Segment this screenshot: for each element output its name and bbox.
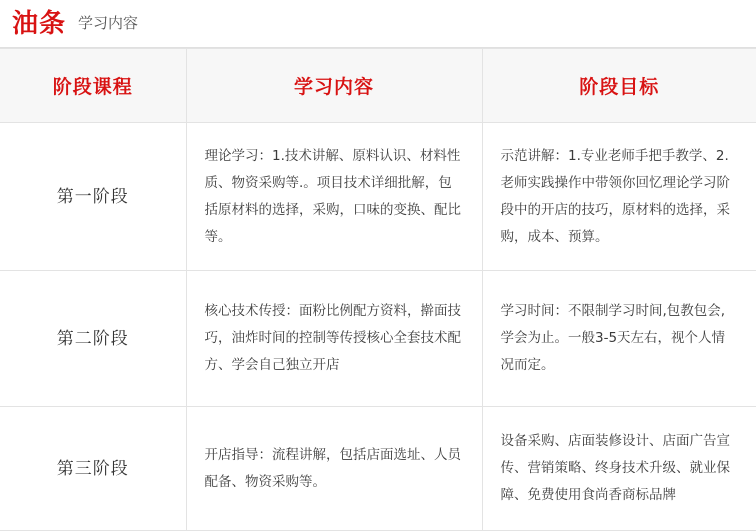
column-header-stage: 阶段课程: [0, 49, 186, 123]
cell-stage: 第二阶段: [0, 271, 186, 407]
course-table: [0, 48, 756, 531]
table-row: [0, 271, 756, 407]
cell-goal-text: 学习时间：不限制学习时间,包教包会,学会为止。一般3-5天左右，视个人情况而定。: [500, 303, 726, 373]
table-row: [0, 123, 756, 271]
cell-goal: [482, 407, 756, 531]
cell-goal: [482, 271, 756, 407]
cell-content-text: 理论学习：1.技术讲解、原料认识、材料性质、物资采购等.。项目技术详细批解，包括原材料的选择，采购，口味的变换、配比等。: [204, 147, 461, 245]
table-body: [0, 123, 756, 531]
brand-title: 油条: [12, 8, 67, 39]
cell-goal-text: 示范讲解：1.专业老师手把手教学、2.老师实践操作中带领你回忆理论学习阶段中的开店的技巧，原材料的选择，采购，成本、预算。: [500, 147, 730, 245]
cell-goal-text: 设备采购、店面装修设计、店面广告宣传、营销策略、终身技术升级、就业保障、免费使用食尚香商标品牌: [500, 433, 730, 503]
page-header: [0, 0, 756, 48]
cell-goal: [482, 123, 756, 271]
table-header-row: [0, 49, 756, 123]
table-header: [0, 49, 756, 123]
cell-stage: 第一阶段: [0, 123, 186, 271]
course-table-wrap: [0, 48, 756, 531]
cell-content: [186, 123, 482, 271]
cell-content-text: 核心技术传授：面粉比例配方资料，擀面技巧，油炸时间的控制等传授核心全套技术配方、学会自己独立开店: [204, 303, 461, 373]
cell-content-text: 开店指导：流程讲解，包括店面选址、人员配备、物资采购等。: [204, 446, 461, 490]
column-header-content: 学习内容: [186, 49, 482, 123]
cell-content: [186, 271, 482, 407]
column-header-goal: 阶段目标: [482, 49, 756, 123]
cell-content: [186, 407, 482, 531]
table-row: [0, 407, 756, 531]
cell-stage: 第三阶段: [0, 407, 186, 531]
page-title: 学习内容: [78, 14, 139, 32]
